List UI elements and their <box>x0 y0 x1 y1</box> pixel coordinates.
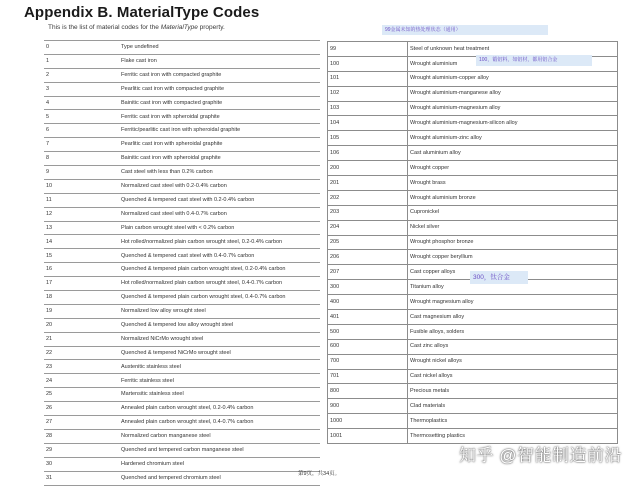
material-code: 204 <box>328 220 408 235</box>
material-code: 206 <box>328 250 408 265</box>
material-code: 100 <box>328 56 408 71</box>
material-code: 3 <box>44 82 119 96</box>
material-code: 18 <box>44 291 119 305</box>
material-code: 28 <box>44 429 119 443</box>
table-row <box>44 193 320 207</box>
table-row <box>328 384 618 399</box>
table-row <box>328 86 618 101</box>
material-description: Hardened chromium steel <box>119 457 320 471</box>
table-row <box>44 388 320 402</box>
table-row <box>328 250 618 265</box>
material-description: Wrought magnesium alloy <box>408 295 618 310</box>
table-row <box>44 110 320 124</box>
material-code: 700 <box>328 354 408 369</box>
table-row <box>44 457 320 471</box>
material-description: Wrought aluminium-manganese alloy <box>408 86 618 101</box>
material-description: Ferritic cast iron with spheroidal graphite <box>119 110 320 124</box>
material-code: 203 <box>328 205 408 220</box>
material-description: Precious metals <box>408 384 618 399</box>
material-description: Bainitic cast iron with compacted graphite <box>119 96 320 110</box>
material-code: 106 <box>328 146 408 161</box>
material-description: Normalized cast steel with 0.4-0.7% carbon <box>119 207 320 221</box>
table-row <box>44 82 320 96</box>
material-code: 101 <box>328 71 408 86</box>
material-codes-table-right <box>327 41 618 444</box>
material-code: 17 <box>44 277 119 291</box>
material-code: 14 <box>44 235 119 249</box>
material-description: Wrought brass <box>408 176 618 191</box>
material-code: 105 <box>328 131 408 146</box>
table-row <box>328 161 618 176</box>
annotation-wrought-aluminium: 100，锻铝料，如铝材，都用铝合金 <box>476 55 592 66</box>
material-codes-table-left <box>44 40 320 486</box>
material-code: 600 <box>328 339 408 354</box>
table-row <box>328 339 618 354</box>
table-row <box>328 220 618 235</box>
material-code: 9 <box>44 166 119 180</box>
material-code: 10 <box>44 179 119 193</box>
material-description: Wrought copper beryllium <box>408 250 618 265</box>
material-description: Cast copper alloys <box>408 265 618 280</box>
material-code: 11 <box>44 193 119 207</box>
material-description: Annealed plain carbon wrought steel, 0.4-0.7% carbon <box>119 416 320 430</box>
material-code: 26 <box>44 402 119 416</box>
material-description: Thermosetting plastics <box>408 429 618 444</box>
material-code: 22 <box>44 346 119 360</box>
material-code: 7 <box>44 138 119 152</box>
material-code: 30 <box>44 457 119 471</box>
table-row <box>44 207 320 221</box>
material-description: Pearlitic cast iron with spheroidal graphite <box>119 138 320 152</box>
table-row <box>44 332 320 346</box>
material-code: 500 <box>328 324 408 339</box>
material-description: Hot rolled/normalized plain carbon wrought steel, 0.4-0.7% carbon <box>119 277 320 291</box>
material-code: 31 <box>44 471 119 485</box>
material-code: 29 <box>44 443 119 457</box>
table-row <box>44 318 320 332</box>
table-row <box>328 190 618 205</box>
table-row <box>328 354 618 369</box>
material-description: Titanium alloy <box>408 280 618 295</box>
material-code: 401 <box>328 310 408 325</box>
material-description: Cast aluminium alloy <box>408 146 618 161</box>
material-code: 15 <box>44 249 119 263</box>
material-description: Type undefined <box>119 41 320 55</box>
material-code: 19 <box>44 304 119 318</box>
material-code: 2 <box>44 68 119 82</box>
table-row <box>44 68 320 82</box>
table-row <box>328 205 618 220</box>
material-description: Bainitic cast iron with spheroidal graphite <box>119 152 320 166</box>
material-description: Wrought nickel alloys <box>408 354 618 369</box>
table-row <box>44 124 320 138</box>
table-row <box>44 291 320 305</box>
material-code: 13 <box>44 221 119 235</box>
material-description: Quenched & tempered cast steel with 0.2-0.4% carbon <box>119 193 320 207</box>
table-row <box>328 101 618 116</box>
material-code: 0 <box>44 41 119 55</box>
material-code: 104 <box>328 116 408 131</box>
material-description: Cast nickel alloys <box>408 369 618 384</box>
material-code: 201 <box>328 176 408 191</box>
material-code: 21 <box>44 332 119 346</box>
material-description: Normalized carbon manganese steel <box>119 429 320 443</box>
material-description: Wrought aluminium bronze <box>408 190 618 205</box>
subtitle-emphasis: MaterialType <box>160 24 198 31</box>
material-description: Normalized NiCrMo wrought steel <box>119 332 320 346</box>
material-description: Flake cast iron <box>119 54 320 68</box>
table-row <box>44 179 320 193</box>
table-row <box>44 416 320 430</box>
material-code: 99 <box>328 42 408 57</box>
table-row <box>44 54 320 68</box>
material-code: 1000 <box>328 414 408 429</box>
material-code: 1 <box>44 54 119 68</box>
material-description: Fusible alloys, solders <box>408 324 618 339</box>
material-description: Hot rolled/normalized plain carbon wrought steel, 0.2-0.4% carbon <box>119 235 320 249</box>
page-title: Appendix B. MaterialType Codes <box>24 4 260 21</box>
annotation-unknown-steel: 99金属未知的热处理状态（通用） <box>382 25 548 35</box>
material-description: Martensitic stainless steel <box>119 388 320 402</box>
material-code: 701 <box>328 369 408 384</box>
material-description: Thermoplastics <box>408 414 618 429</box>
material-code: 27 <box>44 416 119 430</box>
table-row <box>328 399 618 414</box>
table-row <box>44 429 320 443</box>
material-code: 23 <box>44 360 119 374</box>
table-row <box>44 249 320 263</box>
table-row <box>44 138 320 152</box>
material-description: Quenched & tempered low alloy wrought steel <box>119 318 320 332</box>
material-description: Normalized low alloy wrought steel <box>119 304 320 318</box>
material-code: 900 <box>328 399 408 414</box>
material-description: Wrought aluminium-copper alloy <box>408 71 618 86</box>
material-code: 202 <box>328 190 408 205</box>
material-description: Annealed plain carbon wrought steel, 0.2-0.4% carbon <box>119 402 320 416</box>
material-code: 4 <box>44 96 119 110</box>
subtitle-suffix: property. <box>197 24 225 31</box>
material-description: Nickel silver <box>408 220 618 235</box>
material-code: 800 <box>328 384 408 399</box>
material-description: Quenched & tempered NiCrMo wrought steel <box>119 346 320 360</box>
table-row <box>44 221 320 235</box>
material-description: Normalized cast steel with 0.2-0.4% carbon <box>119 179 320 193</box>
material-description: Clad materials <box>408 399 618 414</box>
material-code: 400 <box>328 295 408 310</box>
table-row <box>328 235 618 250</box>
table-row <box>328 116 618 131</box>
subtitle-prefix: This is the list of material codes for the <box>48 24 161 31</box>
material-description: Wrought copper <box>408 161 618 176</box>
table-row <box>44 443 320 457</box>
material-code: 300 <box>328 280 408 295</box>
material-description: Pearlitic cast iron with compacted graphite <box>119 82 320 96</box>
table-row <box>44 471 320 485</box>
material-code: 200 <box>328 161 408 176</box>
material-description: Cast magnesium alloy <box>408 310 618 325</box>
material-description: Cast steel with less than 0.2% carbon <box>119 166 320 180</box>
material-description: Ferritic stainless steel <box>119 374 320 388</box>
material-description: Plain carbon wrought steel with < 0.2% carbon <box>119 221 320 235</box>
table-row <box>328 176 618 191</box>
material-description: Wrought aluminium <box>408 56 618 71</box>
material-description: Quenched & tempered cast steel with 0.4-0.7% carbon <box>119 249 320 263</box>
material-description: Cast zinc alloys <box>408 339 618 354</box>
page-subtitle <box>48 24 225 31</box>
material-description: Ferritic/pearlitic cast iron with spheroidal graphite <box>119 124 320 138</box>
material-code: 16 <box>44 263 119 277</box>
material-description: Steel of unknown heat treatment <box>408 42 618 57</box>
table-row <box>44 235 320 249</box>
table-row <box>44 41 320 55</box>
material-code: 20 <box>44 318 119 332</box>
table-row <box>328 324 618 339</box>
table-row <box>328 414 618 429</box>
material-description: Quenched and tempered chromium steel <box>119 471 320 485</box>
table-row <box>44 277 320 291</box>
material-description: Quenched & tempered plain carbon wrought steel, 0.4-0.7% carbon <box>119 291 320 305</box>
material-description: Wrought aluminium-magnesium alloy <box>408 101 618 116</box>
material-code: 205 <box>328 235 408 250</box>
table-row <box>44 166 320 180</box>
table-row <box>328 71 618 86</box>
table-row <box>44 96 320 110</box>
material-description: Wrought aluminium-zinc alloy <box>408 131 618 146</box>
material-description: Wrought aluminium-magnesium-silicon alloy <box>408 116 618 131</box>
table-row <box>328 146 618 161</box>
table-row <box>44 263 320 277</box>
table-row <box>44 374 320 388</box>
watermark: 知乎 @智能制造前沿 <box>459 446 622 465</box>
material-description: Quenched & tempered plain carbon wrought steel, 0.2-0.4% carbon <box>119 263 320 277</box>
material-description: Ferritic cast iron with compacted graphite <box>119 68 320 82</box>
material-description: Cupronickel <box>408 205 618 220</box>
material-description: Austenitic stainless steel <box>119 360 320 374</box>
table-row <box>328 131 618 146</box>
material-code: 12 <box>44 207 119 221</box>
page-number: 第9页，共34页。 <box>298 471 341 477</box>
annotation-titanium: 300，钛合金 <box>470 271 528 284</box>
material-code: 5 <box>44 110 119 124</box>
material-code: 103 <box>328 101 408 116</box>
table-row <box>328 369 618 384</box>
material-code: 102 <box>328 86 408 101</box>
material-code: 24 <box>44 374 119 388</box>
material-description: Quenched and tempered carbon manganese steel <box>119 443 320 457</box>
table-row <box>44 402 320 416</box>
table-row <box>328 310 618 325</box>
material-description: Wrought phosphor bronze <box>408 235 618 250</box>
table-row <box>328 295 618 310</box>
material-code: 6 <box>44 124 119 138</box>
table-row <box>44 360 320 374</box>
material-code: 8 <box>44 152 119 166</box>
table-row <box>44 346 320 360</box>
material-code: 25 <box>44 388 119 402</box>
table-row <box>44 304 320 318</box>
table-row <box>44 152 320 166</box>
material-code: 1001 <box>328 429 408 444</box>
material-code: 207 <box>328 265 408 280</box>
